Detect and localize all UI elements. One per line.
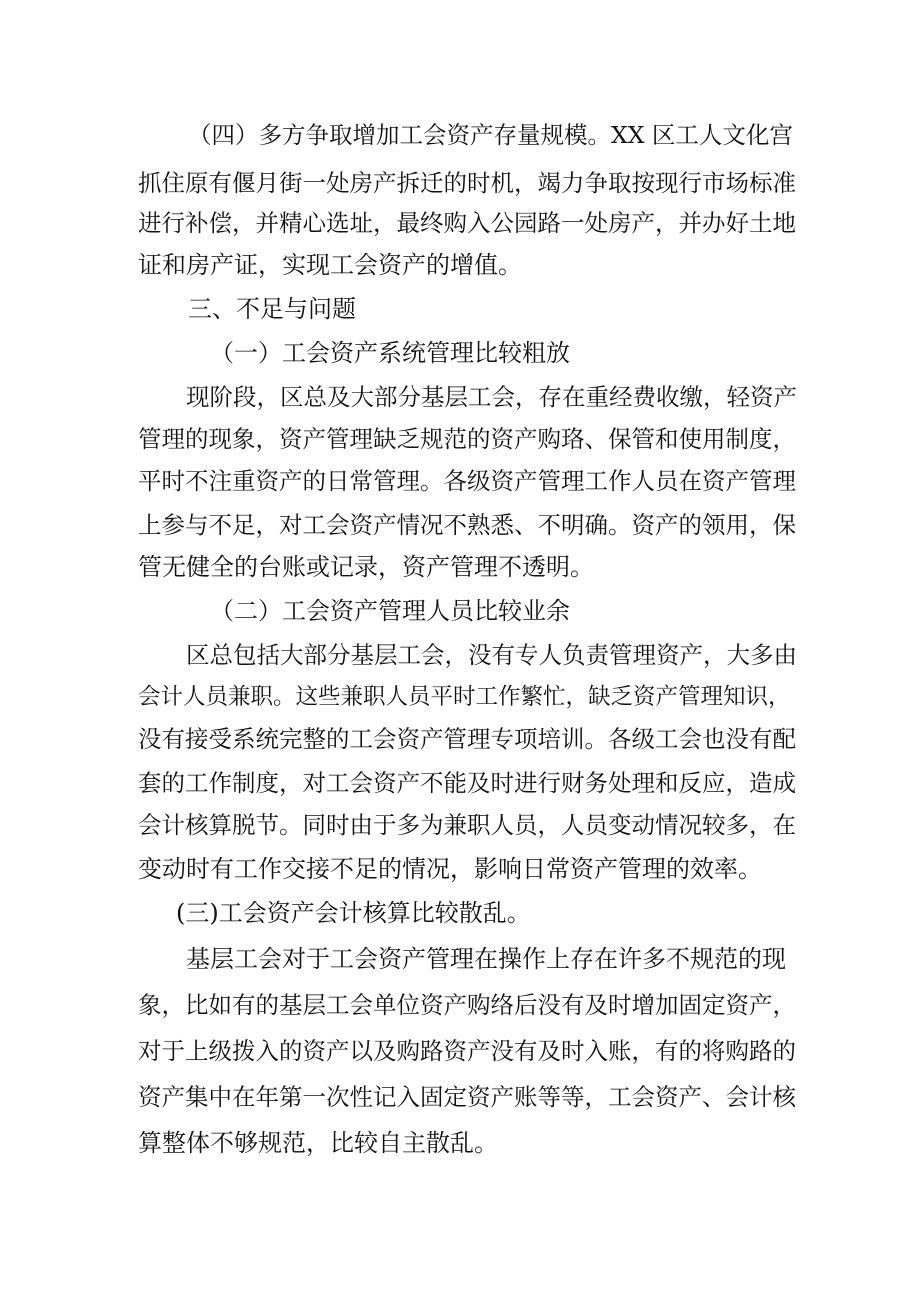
sub-1-line-4: 上参与不足，对工会资产情况不熟悉、不明确。资产的领用，保	[138, 511, 796, 539]
sub-2-line-2: 会计人员兼职。这些兼职人员平时工作繁忙，缺乏资产管理知识，	[138, 684, 791, 710]
para-4-line-2: 抓住原有偃月街一处房产拆迁的时机，竭力争取按现行市场标准	[138, 169, 796, 197]
sub-3-heading: (三)工会资产会计核算比较散乱。	[176, 899, 531, 927]
sub-2-line-1: 区总包括大部分基层工会，没有专人负责管理资产，大多由	[186, 641, 797, 669]
para-4-line-1: （四）多方争取增加工会资产存量规模。XX 区工人文化宫	[188, 121, 793, 149]
sub-1-line-2: 管理的现象，资产管理缺乏规范的资产购珞、保管和使用制度，	[138, 425, 796, 453]
sub-3-line-5: 算整体不够规范，比较自主散乱。	[138, 1129, 498, 1157]
section-3-heading: 三、不足与问题	[188, 295, 356, 323]
sub-2-line-4: 套的工作制度，对工会资产不能及时进行财务处理和反应，造成	[138, 769, 796, 797]
sub-3-line-2: 象，比如有的基层工会单位资产购络后没有及时增加固定资产，	[138, 991, 796, 1019]
para-4-line-4: 证和房产证，实现工会资产的增值。	[138, 251, 522, 279]
sub-2-line-6: 变动时有工作交接不足的情况，影响日常资产管理的效率。	[138, 855, 762, 883]
sub-2-line-5: 会计核算脱节。同时由于多为兼职人员，人员变动情况较多，在	[138, 811, 796, 839]
sub-3-line-4: 资产集中在年第一次性记入固定资产账等等，工会资产、会计核	[138, 1083, 796, 1111]
sub-2-heading: （二）工会资产管理人员比较业余	[210, 597, 570, 625]
sub-1-line-3: 平时不注重资产的日常管理。各级资产管理工作人员在资产管理	[138, 467, 796, 495]
sub-1-line-5: 管无健全的台账或记录，资产管理不透明。	[138, 553, 594, 581]
sub-3-line-1: 基层工会对于工会资产管理在操作上存在许多不规范的现	[186, 945, 786, 973]
sub-1-heading: （一）工会资产系统管理比较粗放	[210, 339, 570, 367]
para-4-line-3: 进行补偿，并精心选址，最终购入公园路一处房产，并办好土地	[138, 209, 796, 237]
sub-1-line-1: 现阶段，区总及大部分基层工会，存在重经费收缴，轻资产	[186, 383, 797, 411]
sub-2-line-3: 没有接受系统完整的工会资产管理专项培训。各级工会也没有配	[138, 725, 796, 753]
sub-3-line-3: 对于上级拨入的资产以及购路资产没有及时入账，有的将购路的	[138, 1037, 796, 1065]
